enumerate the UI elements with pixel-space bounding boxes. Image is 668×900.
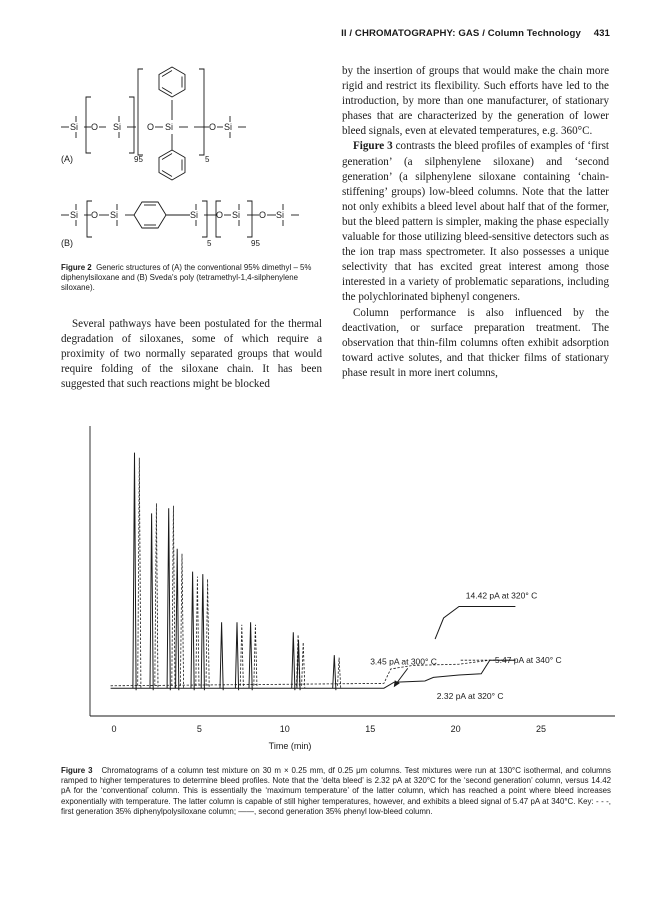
left-paragraph: Several pathways have been postulated for the thermal degradation of siloxanes, some of which require a proximity of two normally separated groups that would require folding of the siloxane chain. It has been suggested that such reactions might be blocked xyxy=(61,317,322,390)
series-2-peak-6 xyxy=(201,574,204,690)
series-2-peak-7 xyxy=(220,622,223,690)
struct-b-subscript-2: 95 xyxy=(251,239,260,248)
series-1-peak-5 xyxy=(196,577,199,688)
right-paragraph-3: Column performance is also influenced by the deactivation, or surface preparation treatment. The observation that thin-film columns often exhibit adsorption toward active solutes, and that thicker films of stationary phase result in more inert columns, xyxy=(342,306,609,379)
struct-b-subscript-1: 5 xyxy=(207,239,212,248)
struct-b-label: (B) xyxy=(61,238,73,248)
struct-a-atom-o3: O xyxy=(209,122,217,132)
struct-a-atom-o2: O xyxy=(147,122,155,132)
series-1-peak-8 xyxy=(254,625,257,688)
page-number: 431 xyxy=(593,28,610,39)
struct-b-atom-si5: Si xyxy=(276,210,285,220)
struct-b-atom-o2: O xyxy=(216,210,224,220)
struct-a-atom-si4: Si xyxy=(224,122,233,132)
series-1-baseline xyxy=(111,660,516,686)
right-paragraph-2 xyxy=(342,139,609,305)
left-column xyxy=(61,55,322,392)
annotation-4: 2.32 pA at 320° C xyxy=(436,691,504,702)
series-2-peak-5 xyxy=(191,572,194,691)
figure-2-caption-label: Figure 2 xyxy=(61,263,92,272)
figure-3-caption-text: Chromatograms of a column test mixture on 30 m × 0.25 mm, df 0.25 μm columns. Test mixtures were run at 130°C isothermal, and columns ramped to higher temperatures to determine bleed profiles. Note that the ‘delta bleed’ is 2.32 pA at 320°C for the ‘second generation’ column, versus 14.42 pA for the ‘conventional’ column. This is essentially the ‘maximum temperature’ of the latter column, which has reached a point where bleed increases exponentially with temperature. The latter column is capable of still higher temperatures, however, and exhibits a bleed signal of 5.47 pA at 340°C. Key: - - -, first generation 35% diphenylpolysiloxane column; ——, second generation 35% phenyl low-bleed column. xyxy=(61,766,611,816)
running-header xyxy=(0,28,610,39)
struct-a-label: (A) xyxy=(61,154,73,164)
struct-a-subscript-1: 95 xyxy=(134,155,143,164)
chromatogram-plot xyxy=(80,420,620,760)
series-1-peak-11 xyxy=(338,658,341,688)
series-1-peak-1 xyxy=(138,458,141,688)
struct-b-atom-o3: O xyxy=(259,210,267,220)
struct-a-atom-o1: O xyxy=(91,122,99,132)
series-2-peak-12 xyxy=(333,655,336,690)
figure-2-structures xyxy=(61,55,322,260)
annotation-2: 3.45 pA at 300° C xyxy=(370,656,437,667)
x-tick-label-20: 20 xyxy=(450,724,461,734)
series-1-peak-3 xyxy=(172,506,175,688)
series-2-peak-10 xyxy=(292,632,295,690)
right-paragraph-1: by the insertion of groups that would make the chain more rigid and restrict its flexibility. Such efforts have led to the introduction, by more than one manufacturer, of stationary phases that are characterized by the generation of lower bleed signals, even at elevated temperatures, e.g. 360°C. xyxy=(342,65,609,138)
x-tick-label-0: 0 xyxy=(111,724,117,734)
series-1-peak-7 xyxy=(240,625,243,688)
x-tick-label-10: 10 xyxy=(279,724,290,734)
right-column xyxy=(342,64,609,381)
series-1-peak-4 xyxy=(180,554,183,688)
series-1-peak-2 xyxy=(155,503,158,688)
series-2-peak-1 xyxy=(133,453,136,691)
annotation-3: 5.47 pA at 340° C xyxy=(494,655,562,666)
struct-b-atom-o1: O xyxy=(91,210,99,220)
x-tick-label-5: 5 xyxy=(196,724,202,734)
struct-a-atom-si3: Si xyxy=(165,122,174,132)
x-tick-label-15: 15 xyxy=(365,724,376,734)
x-tick-label-25: 25 xyxy=(535,724,547,734)
right-paragraph-2-text: contrasts the bleed profiles of examples of ‘first generation’ (a silphenylene siloxane) and ‘second generation’ (a silphenylene siloxane containing ‘chain-stiffening’ groups) low-bleed columns. Note that the latter not only exhibits a bleed level about half that of the former, but the bleed pattern is simpler, making the phase especially valuable for those utilizing bleed-sensitive detectors such as the ion trap mass spectrometer. It also possesses a unique selectivity that has excited great interest among those interested in a variety of problematic separations, including the polychlorinated biphenyl congeners. xyxy=(342,140,609,304)
struct-b-atom-si1: Si xyxy=(70,210,79,220)
series-2-peak-9 xyxy=(249,622,252,690)
figure-2-caption xyxy=(61,263,322,294)
series-3-baseline xyxy=(435,607,515,640)
figure-2-caption-text: Generic structures of (A) the conventional 95% dimethyl – 5% diphenylsiloxane and (B) Sveda's poly (tetramethyl-1,4-silphenylene siloxane). xyxy=(61,263,312,293)
struct-b-atom-si2: Si xyxy=(110,210,119,220)
annotation-arrow-head xyxy=(394,680,400,687)
struct-b-atom-si4: Si xyxy=(232,210,241,220)
series-2-peak-3 xyxy=(167,508,170,690)
series-2-peak-8 xyxy=(235,622,238,690)
struct-a-atom-si1: Si xyxy=(70,122,79,132)
figure-3-caption-label: Figure 3 xyxy=(61,766,93,775)
figure-3-reference: Figure 3 xyxy=(353,140,393,153)
series-2-peak-2 xyxy=(150,513,153,690)
running-title: II / CHROMATOGRAPHY: GAS / Column Technology xyxy=(341,28,581,39)
series-1-peak-10 xyxy=(302,642,305,687)
annotation-1: 14.42 pA at 320° C xyxy=(465,590,538,601)
struct-a-atom-si2: Si xyxy=(113,122,122,132)
series-2-peak-4 xyxy=(176,549,179,690)
figure-3-chromatogram xyxy=(80,420,620,760)
series-1-peak-6 xyxy=(206,579,209,688)
figure-3-caption xyxy=(61,766,611,817)
struct-a-subscript-2: 5 xyxy=(205,155,210,164)
struct-b-atom-si3: Si xyxy=(190,210,199,220)
x-axis-label: Time (min) xyxy=(268,741,312,751)
